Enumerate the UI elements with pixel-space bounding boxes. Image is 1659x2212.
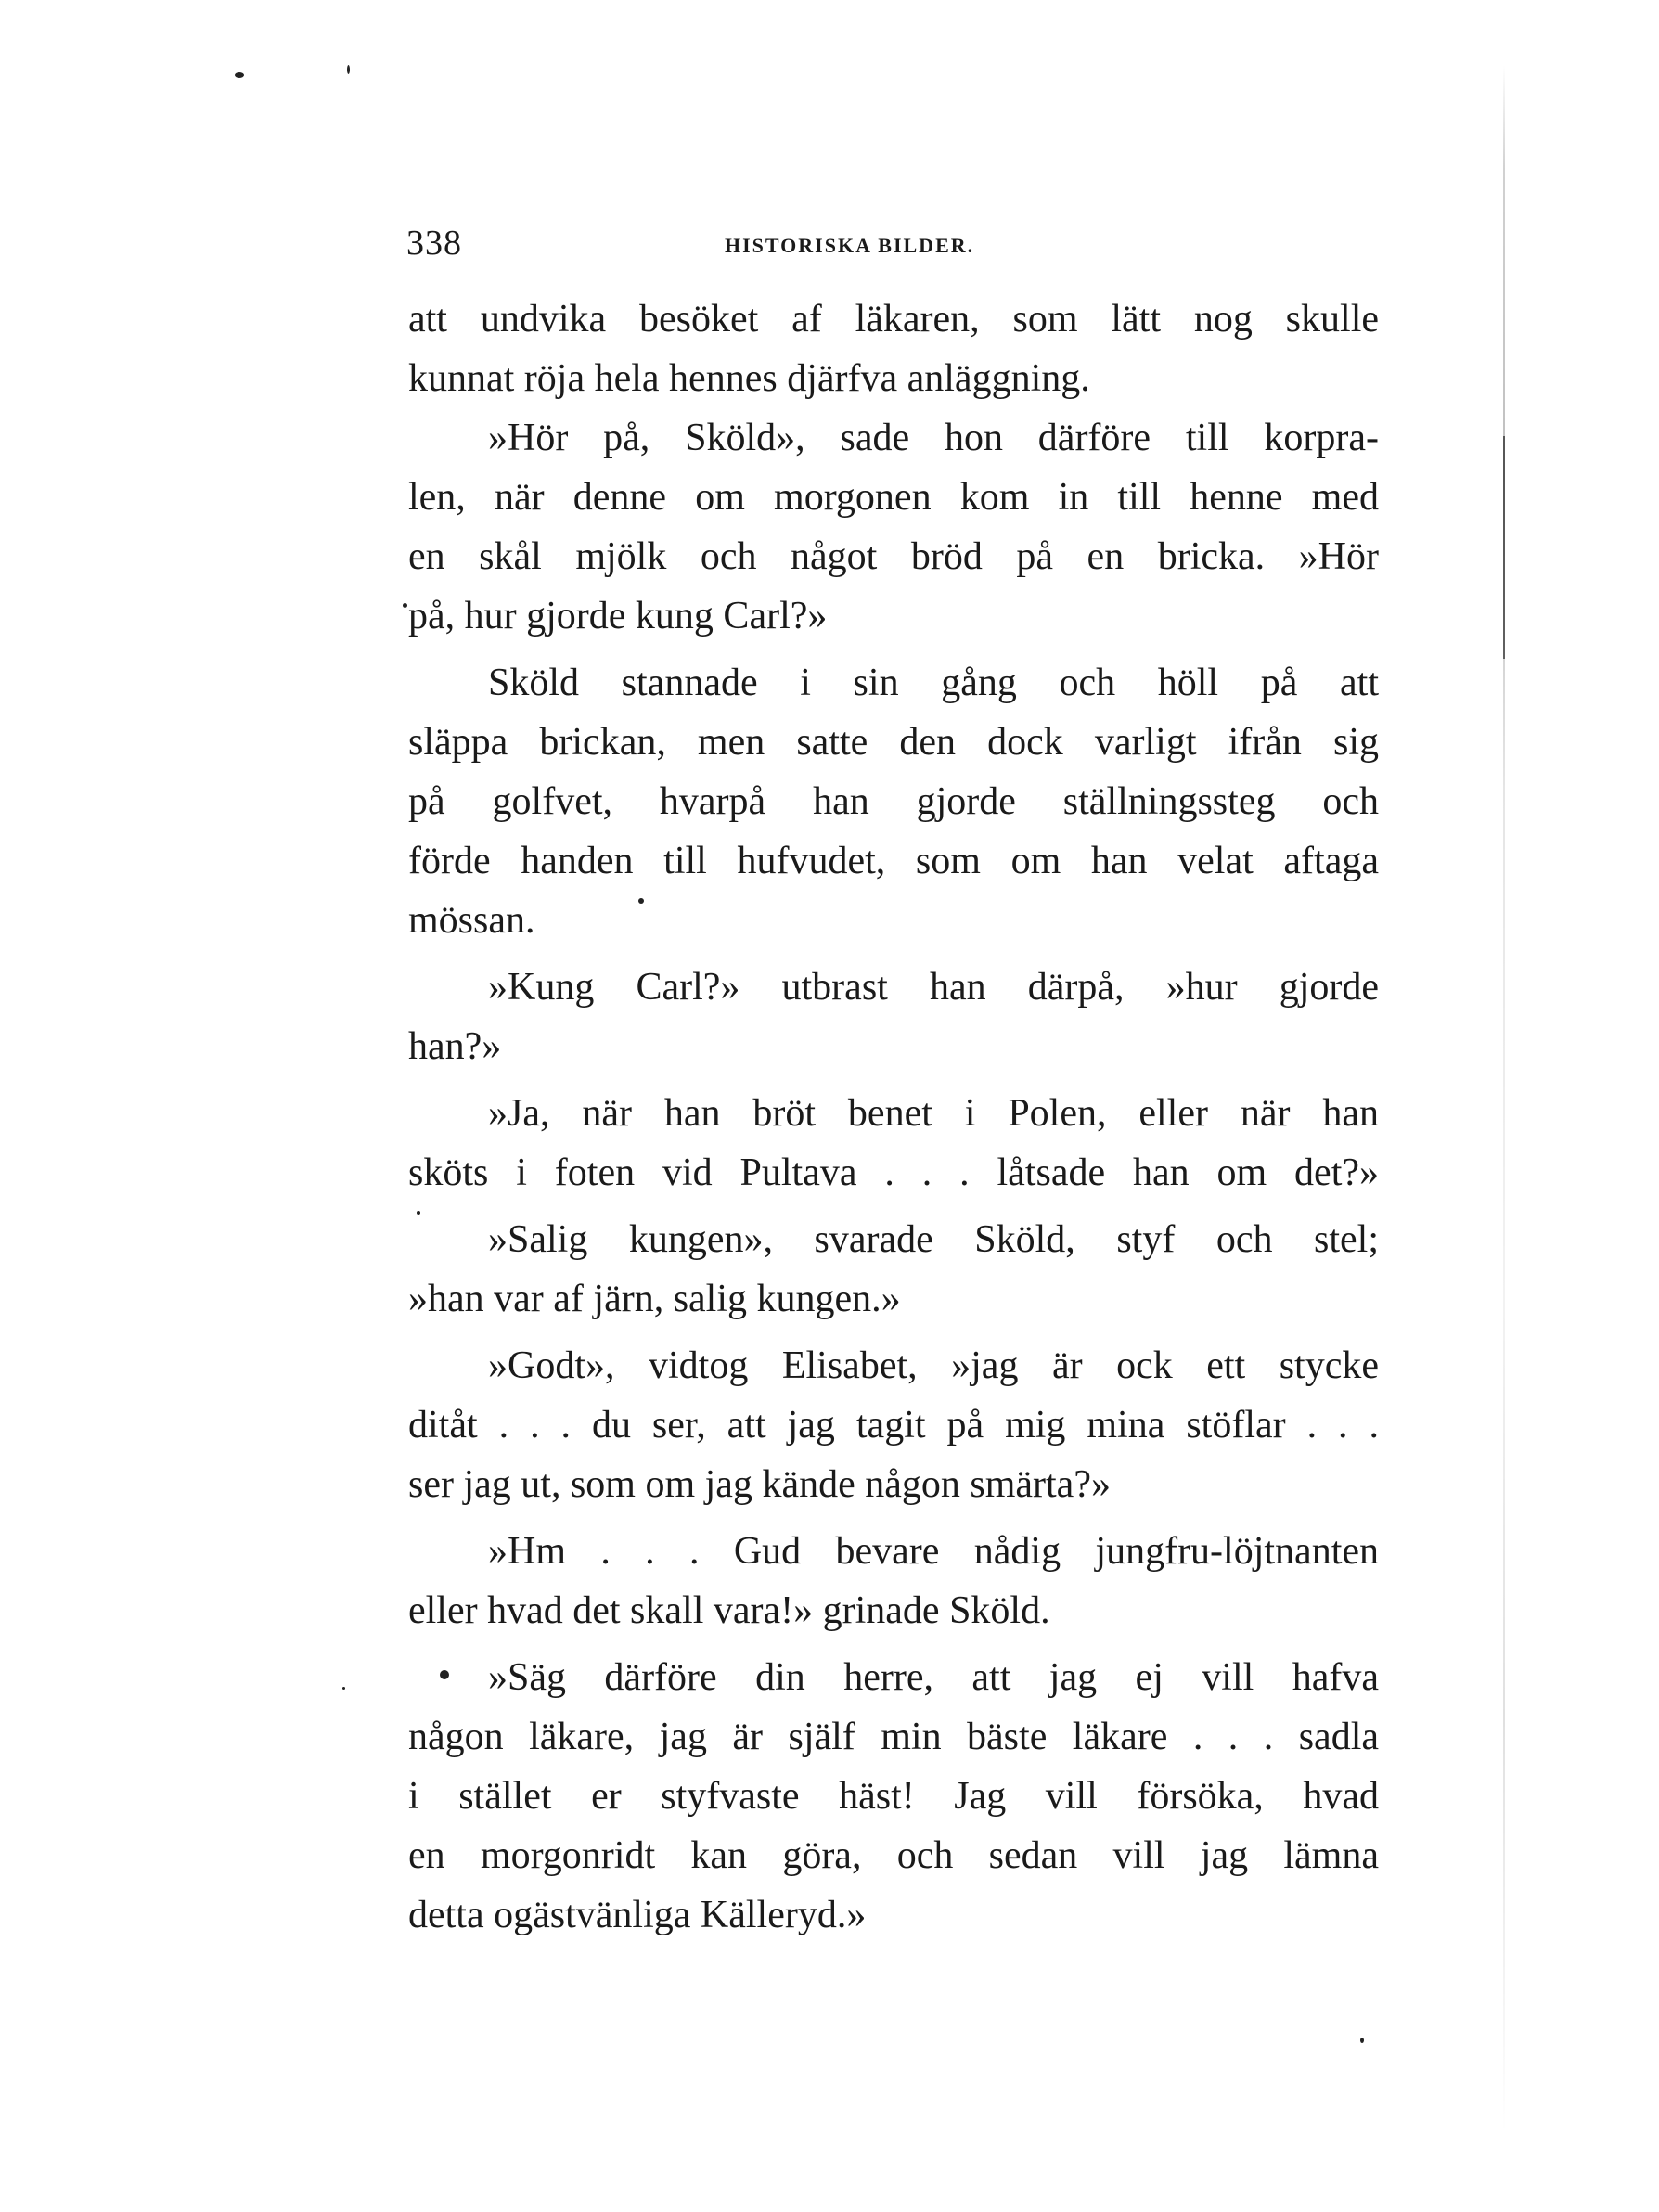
text-line: »han var af järn, salig kungen.» — [408, 1278, 901, 1320]
text-line: »Ja, när han bröt benet i Polen, eller när han — [488, 1092, 1379, 1135]
text-line: »Hör på, Sköld», sade hon därföre till korpra- — [488, 417, 1379, 459]
scan-speck — [235, 72, 244, 78]
page-edge-shadow — [1503, 65, 1505, 2134]
scan-speck — [342, 1687, 345, 1690]
text-line: ditåt . . . du ser, att jag tagit på mig mina stöflar . . . — [408, 1404, 1379, 1447]
text-line: på, hur gjorde kung Carl?» — [408, 595, 828, 637]
text-line: »Säg därföre din herre, att jag ej vill hafva — [488, 1656, 1379, 1699]
body-text — [408, 289, 1379, 1945]
text-line: Sköld stannade i sin gång och höll på att — [488, 662, 1379, 704]
text-line: en skål mjölk och något bröd på en bricka. »Hör — [408, 535, 1379, 578]
text-line: eller hvad det skall vara!» grinade Sköld. — [408, 1589, 1050, 1632]
text-line: i stället er styfvaste häst! Jag vill försöka, hvad — [408, 1775, 1379, 1818]
page-number: 338 — [406, 224, 462, 263]
text-line: på golfvet, hvarpå han gjorde ställningssteg och — [408, 780, 1379, 823]
scan-speck — [347, 65, 350, 74]
text-line: »Kung Carl?» utbrast han därpå, »hur gjorde — [488, 966, 1379, 1009]
text-line: »Salig kungen», svarade Sköld, styf och stel; — [488, 1218, 1379, 1261]
text-line: mössan. — [408, 899, 535, 942]
text-line: släppa brickan, men satte den dock varligt ifrån sig — [408, 721, 1379, 764]
text-line: sköts i foten vid Pultava . . . låtsade han om det?» — [408, 1151, 1379, 1194]
scan-speck — [1360, 2038, 1364, 2043]
text-line: detta ogästvänliga Källeryd.» — [408, 1894, 867, 1936]
text-line: kunnat röja hela hennes djärfva anläggning. — [408, 357, 1090, 400]
page-edge-shadow-dark — [1503, 436, 1505, 659]
text-line: ser jag ut, som om jag kände någon smärta?» — [408, 1463, 1111, 1506]
running-head: HISTORISKA BILDER. — [725, 234, 975, 257]
page-header — [406, 223, 1381, 269]
text-line: en morgonridt kan göra, och sedan vill jag lämna — [408, 1834, 1379, 1877]
scan-speck — [403, 603, 407, 608]
text-line: len, när denne om morgonen kom in till henne med — [408, 476, 1379, 519]
text-line: han?» — [408, 1025, 502, 1068]
text-line: att undvika besöket af läkaren, som lätt nog skulle — [408, 298, 1379, 341]
text-line: »Hm . . . Gud bevare nådig jungfru-löjtnanten — [488, 1530, 1379, 1573]
text-line: »Godt», vidtog Elisabet, »jag är ock ett stycke — [488, 1344, 1379, 1387]
text-line: förde handen till hufvudet, som om han velat aftaga — [408, 840, 1379, 882]
text-line: någon läkare, jag är själf min bäste läkare . . . sadla — [408, 1716, 1379, 1758]
